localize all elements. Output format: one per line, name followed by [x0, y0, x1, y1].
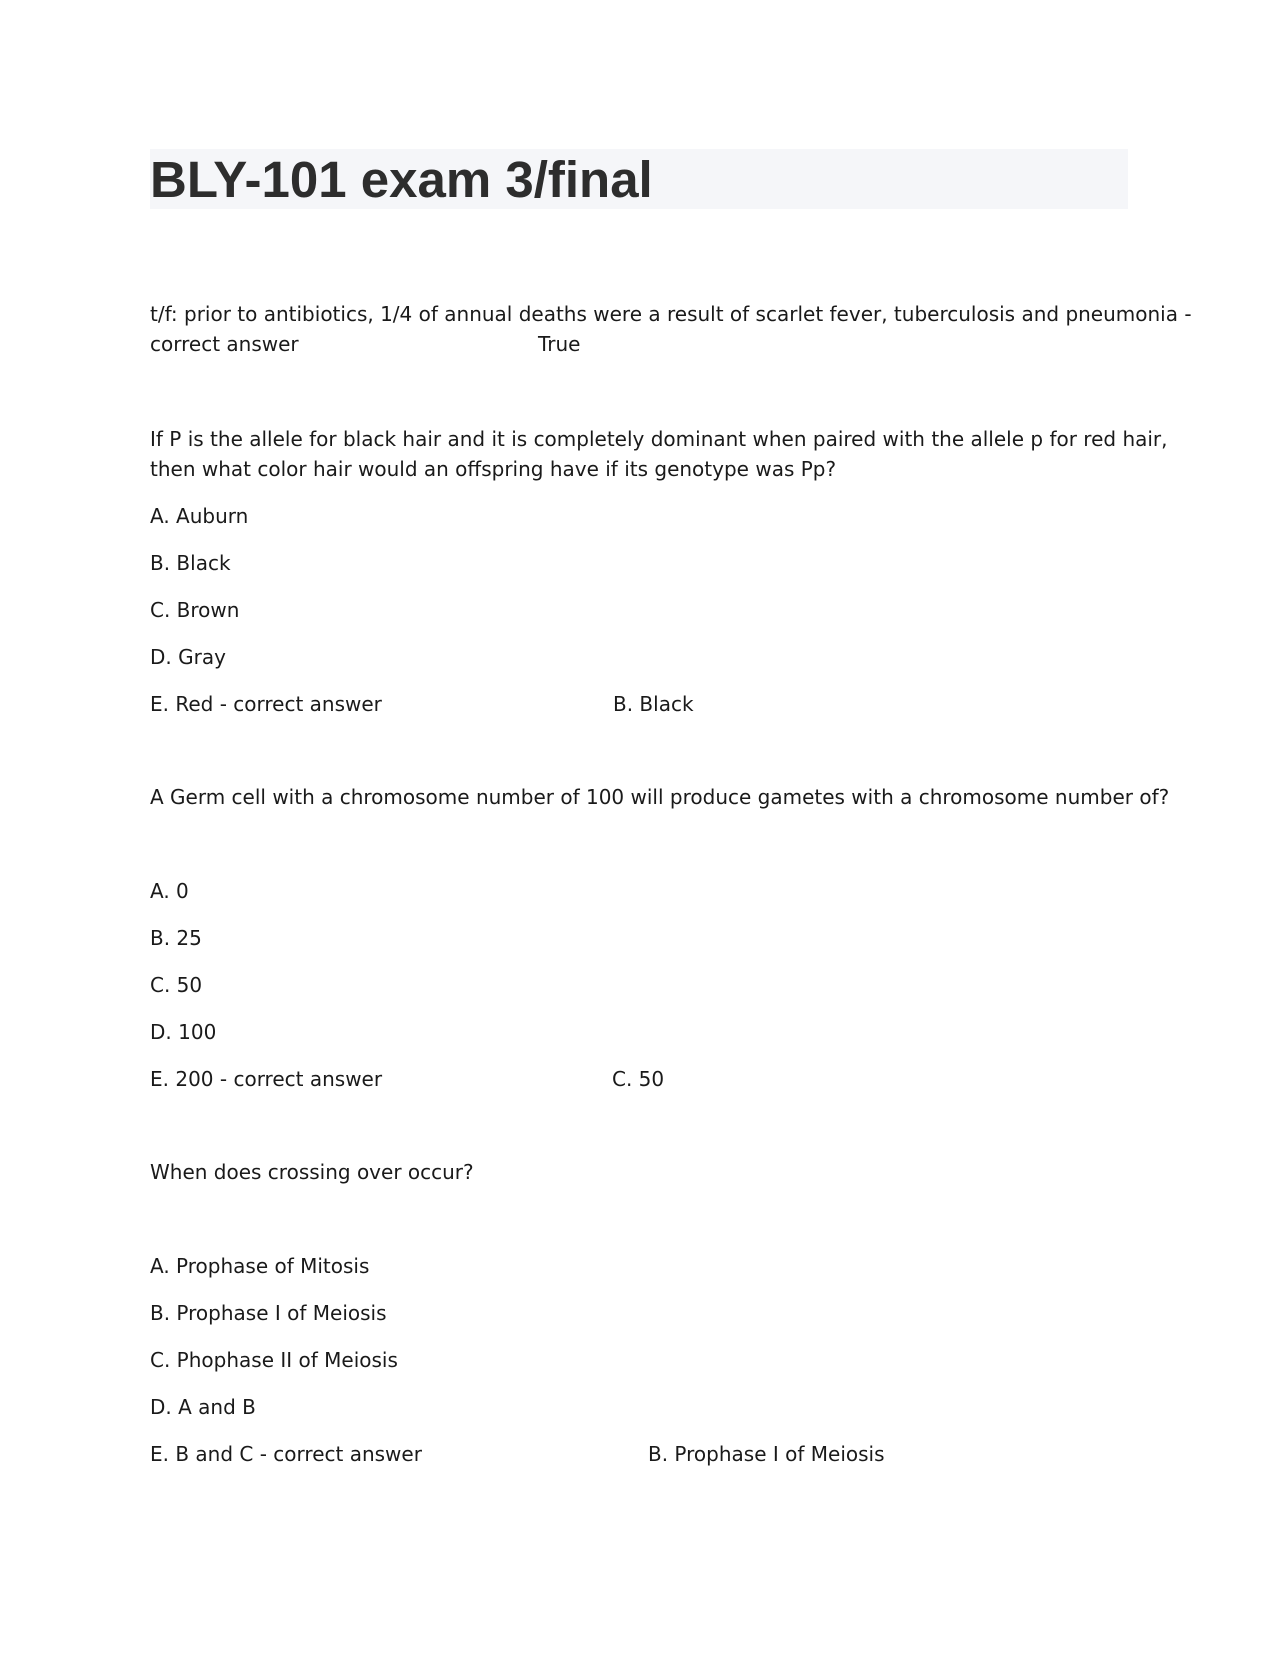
q3-answer: C. 50	[612, 1067, 665, 1091]
document-title: BLY-101 exam 3/final	[150, 151, 653, 208]
q2-option-b: B. Black	[150, 551, 231, 575]
q2-option-c: C. Brown	[150, 598, 240, 622]
q3-option-c: C. 50	[150, 973, 203, 997]
q2-option-d: D. Gray	[150, 645, 226, 669]
q4-answer: B. Prophase I of Meiosis	[648, 1442, 885, 1466]
q1-answer: True	[538, 332, 581, 356]
q3-text-line-1: A Germ cell with a chromosome number of 100 will produce gametes with a chromosome number of?	[150, 785, 1170, 809]
q2-option-a: A. Auburn	[150, 504, 249, 528]
q3-option-e: E. 200 - correct answer	[150, 1067, 383, 1091]
q1-text-line-2: correct answer	[150, 332, 299, 356]
q4-option-e: E. B and C - correct answer	[150, 1442, 422, 1466]
q3-option-a: A. 0	[150, 879, 189, 903]
q1-text-line-1: t/f: prior to antibiotics, 1/4 of annual deaths were a result of scarlet fever, tuberculosis and pneumonia -	[150, 302, 1192, 326]
q2-option-e: E. Red - correct answer	[150, 692, 382, 716]
q4-text-line-1: When does crossing over occur?	[150, 1160, 474, 1184]
q4-option-d: D. A and B	[150, 1395, 256, 1419]
q4-option-c: C. Phophase II of Meiosis	[150, 1348, 398, 1372]
q4-option-b: B. Prophase I of Meiosis	[150, 1301, 387, 1325]
q2-answer: B. Black	[613, 692, 694, 716]
q2-text-line-1: If P is the allele for black hair and it is completely dominant when paired with the allele p for red hair,	[150, 427, 1168, 451]
q4-option-a: A. Prophase of Mitosis	[150, 1254, 370, 1278]
q2-text-line-2: then what color hair would an offspring have if its genotype was Pp?	[150, 457, 837, 481]
q3-option-d: D. 100	[150, 1020, 217, 1044]
q3-option-b: B. 25	[150, 926, 202, 950]
